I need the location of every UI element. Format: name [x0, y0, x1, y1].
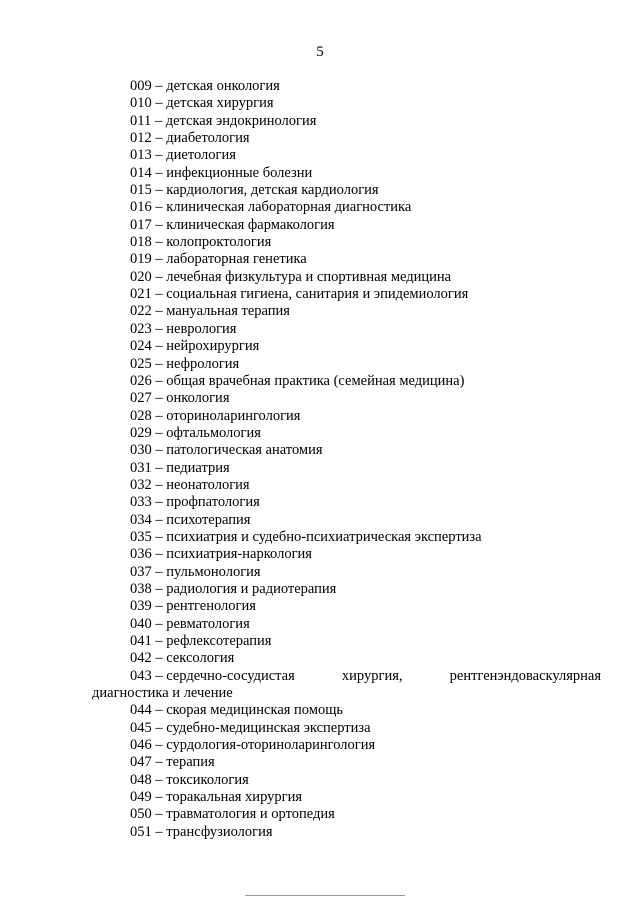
- item-text: клиническая фармакология: [166, 216, 335, 233]
- list-item: 030 – патологическая анатомия: [130, 442, 323, 459]
- item-text: 043 – сердечно-сосудистая: [130, 667, 295, 684]
- item-text: рентгенэндоваскулярная: [449, 667, 601, 684]
- item-text: колопроктология: [166, 234, 272, 251]
- list-item: 024 – нейрохирургия: [130, 338, 260, 355]
- list-item: 041 – рефлексотерапия: [130, 633, 272, 649]
- list-item: 049 – торакальная хирургия: [130, 789, 303, 806]
- item-code: 046: [130, 737, 152, 754]
- item-text: торакальная хирургия: [166, 789, 303, 806]
- list-item: 047 – терапия: [130, 754, 215, 771]
- item-code: 023: [130, 320, 152, 337]
- item-text: мануальная терапия: [166, 303, 290, 320]
- item-text: токсикология: [166, 771, 249, 788]
- wrapped-item-first-line: [130, 668, 601, 685]
- item-text: нефрология: [166, 355, 240, 372]
- item-text: диетология: [166, 147, 236, 164]
- item-text: общая врачебная практика (семейная медицина): [166, 372, 465, 389]
- list-item: 019 – лабораторная генетика: [130, 251, 307, 268]
- list-item: 048 – токсикология: [130, 771, 249, 788]
- item-code: 016: [130, 199, 152, 216]
- list-item: 051 – трансфузиология: [130, 823, 273, 840]
- item-code: 040: [130, 615, 152, 632]
- item-code: 010: [130, 95, 152, 112]
- item-text: психиатрия-наркология: [166, 546, 312, 563]
- item-text: психиатрия и судебно-психиатрическая экспертиза: [166, 528, 482, 545]
- item-code: 012: [130, 130, 152, 147]
- item-code: 044: [130, 702, 152, 719]
- item-text: рентгенология: [166, 598, 256, 615]
- list-item: 016 – клиническая лабораторная диагностика: [130, 199, 412, 216]
- item-text: ревматология: [166, 615, 250, 632]
- list-item: 021 – социальная гигиена, санитария и эпидемиология: [130, 286, 469, 303]
- item-text: судебно-медицинская экспертиза: [166, 719, 371, 736]
- item-text: профпатология: [166, 494, 260, 511]
- list-item: 015 – кардиология, детская кардиология: [130, 182, 379, 199]
- page-bottom-line: [245, 895, 405, 896]
- item-code: 027: [130, 390, 152, 407]
- item-code: 021: [130, 286, 152, 303]
- list-item: 039 – рентгенология: [130, 598, 256, 615]
- list-item: 032 – неонатология: [130, 476, 250, 493]
- list-item: 010 – детская хирургия: [130, 95, 274, 112]
- item-code: 049: [130, 789, 152, 806]
- item-text: скорая медицинская помощь: [166, 702, 343, 719]
- item-text: радиология и радиотерапия: [166, 580, 337, 597]
- item-code: 050: [130, 806, 152, 823]
- item-text: лечебная физкультура и спортивная медицина: [166, 268, 452, 285]
- item-text: хирургия,: [341, 667, 403, 684]
- item-text: клиническая лабораторная диагностика: [166, 199, 412, 216]
- list-item: 014 – инфекционные болезни: [130, 164, 313, 181]
- item-code: 045: [130, 719, 152, 736]
- list-item: 050 – травматология и ортопедия: [130, 806, 335, 823]
- item-text: лабораторная генетика: [166, 251, 307, 268]
- item-code: 009: [130, 78, 152, 94]
- item-text: пульмонология: [166, 563, 261, 580]
- item-code: 039: [130, 598, 152, 615]
- item-code: 025: [130, 355, 152, 372]
- item-code: 031: [130, 459, 152, 476]
- list-item: 033 – профпатология: [130, 494, 260, 511]
- item-code: 042: [130, 650, 152, 667]
- item-text: онкология: [166, 390, 230, 407]
- item-code: 047: [130, 754, 152, 771]
- item-code: 011: [130, 112, 152, 129]
- item-code: 048: [130, 771, 152, 788]
- item-text: рефлексотерапия: [166, 633, 272, 649]
- item-text: неонатология: [166, 476, 250, 493]
- item-text: детская хирургия: [166, 95, 274, 112]
- item-code: 026: [130, 372, 152, 389]
- item-code: 017: [130, 216, 152, 233]
- list-item: 036 – психиатрия-наркология: [130, 546, 312, 563]
- item-text: сурдология-оториноларингология: [166, 737, 376, 754]
- item-code: 029: [130, 424, 152, 441]
- list-item: 018 – колопроктология: [130, 234, 272, 251]
- list-item: 026 – общая врачебная практика (семейная медицина): [130, 372, 465, 389]
- item-text: педиатрия: [166, 459, 230, 476]
- list-item-wrapped: [92, 667, 602, 703]
- list-item: 013 – диетология: [130, 147, 236, 164]
- list-item: 044 – скорая медицинская помощь: [130, 702, 343, 719]
- item-code: 014: [130, 164, 152, 181]
- item-code: 020: [130, 268, 152, 285]
- item-text: детская эндокринология: [165, 112, 317, 129]
- page-number: 5: [316, 44, 324, 60]
- item-code: 033: [130, 494, 152, 511]
- item-code: 018: [130, 234, 152, 251]
- list-item: 017 – клиническая фармакология: [130, 216, 335, 233]
- wrapped-item-continuation: диагностика и лечение: [92, 685, 233, 702]
- item-text: кардиология, детская кардиология: [166, 182, 379, 199]
- item-text: инфекционные болезни: [166, 164, 313, 181]
- list-item: 027 – онкология: [130, 390, 230, 407]
- list-item: 011 – детская эндокринология: [130, 112, 317, 129]
- item-text: терапия: [166, 754, 215, 771]
- list-item: 045 – судебно-медицинская экспертиза: [130, 719, 371, 736]
- list-item: 020 – лечебная физкультура и спортивная медицина: [130, 268, 452, 285]
- item-text: травматология и ортопедия: [166, 806, 335, 823]
- list-item: 046 – сурдология-оториноларингология: [130, 737, 376, 754]
- list-item: 042 – сексология: [130, 650, 235, 667]
- item-text: нейрохирургия: [166, 338, 260, 355]
- list-item: 023 – неврология: [130, 320, 237, 337]
- item-text: социальная гигиена, санитария и эпидемиология: [166, 286, 469, 303]
- item-code: 015: [130, 182, 152, 199]
- item-text: неврология: [166, 320, 237, 337]
- item-code: 030: [130, 442, 152, 459]
- list-item: 038 – радиология и радиотерапия: [130, 580, 337, 597]
- item-code: 019: [130, 251, 152, 268]
- list-item: 028 – оториноларингология: [130, 407, 301, 424]
- item-code: 022: [130, 303, 152, 320]
- list-item: 034 – психотерапия: [130, 511, 251, 528]
- item-code: 036: [130, 546, 152, 563]
- list-item: 009 – детская онкология: [130, 78, 280, 94]
- item-text: патологическая анатомия: [166, 442, 323, 459]
- item-text: психотерапия: [166, 511, 251, 528]
- list-item: 012 – диабетология: [130, 130, 250, 147]
- list-item: 029 – офтальмология: [130, 424, 261, 441]
- item-text: офтальмология: [166, 424, 261, 441]
- list-item: 025 – нефрология: [130, 355, 240, 372]
- item-text: диабетология: [166, 130, 250, 147]
- list-item: 040 – ревматология: [130, 615, 250, 632]
- item-code: 037: [130, 563, 152, 580]
- item-text: сексология: [166, 650, 235, 667]
- item-code: 034: [130, 511, 152, 528]
- list-item: 035 – психиатрия и судебно-психиатрическая экспертиза: [130, 528, 482, 545]
- item-code: 028: [130, 407, 152, 424]
- item-code: 024: [130, 338, 152, 355]
- specialty-list: [92, 78, 602, 841]
- item-code: 038: [130, 580, 152, 597]
- item-code: 032: [130, 476, 152, 493]
- item-text: детская онкология: [166, 78, 280, 94]
- item-text: оториноларингология: [166, 407, 301, 424]
- item-code: 013: [130, 147, 152, 164]
- list-item: 031 – педиатрия: [130, 459, 230, 476]
- item-code: 035: [130, 528, 152, 545]
- item-code: 041: [130, 633, 152, 649]
- list-item: 037 – пульмонология: [130, 563, 261, 580]
- list-item: 022 – мануальная терапия: [130, 303, 290, 320]
- item-code: 051: [130, 823, 152, 840]
- item-text: трансфузиология: [166, 823, 273, 840]
